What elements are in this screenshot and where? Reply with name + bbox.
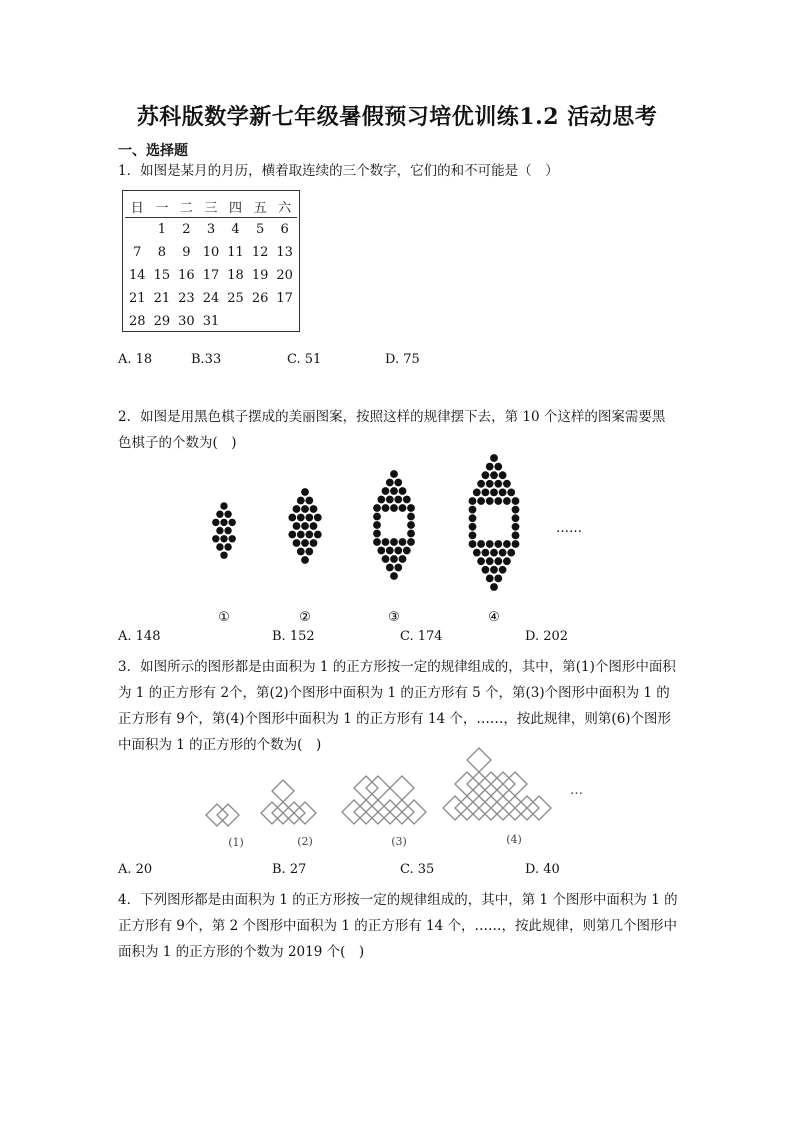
chess-piece-3 bbox=[382, 504, 390, 512]
chess-piece-2 bbox=[301, 505, 309, 513]
chess-piece-4 bbox=[469, 506, 477, 514]
chess-piece-4 bbox=[490, 471, 498, 479]
chess-piece-2 bbox=[310, 522, 318, 530]
question-3-options bbox=[118, 862, 678, 882]
question-4-text: 4．下列图形都是由面积为 1 的正方形按一定的规律组成的，其中，第 1 个图形中面积为 1 的正方形有 9个，第 2 个图形中面积为 1 的正方形有 14 个，……，按此规律，则第几个图形中面积为 1 的正方形的个数为 2019 个( ) bbox=[118, 892, 678, 960]
option-d[interactable]: D. 202 bbox=[525, 629, 569, 644]
calendar-row bbox=[125, 241, 297, 264]
chess-piece-2 bbox=[288, 514, 296, 522]
chess-piece-2 bbox=[305, 497, 313, 505]
chess-piece-3 bbox=[407, 504, 415, 512]
chess-piece-1 bbox=[212, 519, 219, 526]
chess-piece-4 bbox=[486, 463, 494, 471]
calendar-day-cell: 28 bbox=[129, 314, 146, 329]
chess-piece-4 bbox=[512, 497, 520, 505]
pattern-label-2: ② bbox=[299, 610, 311, 625]
chess-piece-2 bbox=[288, 531, 296, 539]
chess-piece-4 bbox=[469, 523, 477, 531]
option-a[interactable]: A. 18 bbox=[118, 352, 153, 367]
chess-piece-4 bbox=[482, 566, 490, 574]
calendar-header-cell: 五 bbox=[248, 195, 273, 218]
calendar-day-cell: 19 bbox=[251, 268, 269, 283]
calendar-day-cell: 25 bbox=[227, 291, 244, 306]
chess-piece-3 bbox=[390, 504, 398, 512]
option-a[interactable]: A. 148 bbox=[118, 629, 161, 644]
calendar-day-cell: 16 bbox=[178, 268, 195, 283]
chess-piece-1 bbox=[220, 502, 227, 509]
chess-piece-3 bbox=[386, 479, 394, 487]
option-a[interactable]: A. 20 bbox=[118, 862, 153, 877]
calendar-day-cell: 31 bbox=[202, 314, 220, 329]
option-d[interactable]: D. 75 bbox=[385, 352, 420, 367]
calendar-day-cell: 17 bbox=[276, 291, 293, 306]
calendar-day-cell: 21 bbox=[153, 291, 171, 306]
chess-piece-4 bbox=[503, 557, 511, 565]
chess-piece-1 bbox=[216, 543, 223, 550]
calendar-row bbox=[125, 264, 297, 287]
chess-piece-3 bbox=[390, 572, 398, 580]
chess-piece-4 bbox=[486, 480, 494, 488]
chess-piece-4 bbox=[477, 557, 485, 565]
calendar-day-cell: 15 bbox=[153, 268, 171, 283]
squares-label-4: (4) bbox=[506, 833, 522, 846]
chess-piece-4 bbox=[503, 540, 511, 548]
chess-piece-4 bbox=[490, 489, 498, 497]
pattern-label-3: ③ bbox=[388, 610, 400, 625]
chess-piece-4 bbox=[482, 489, 490, 497]
calendar-day-cell: 6 bbox=[280, 222, 289, 237]
chess-piece-4 bbox=[490, 583, 498, 591]
chess-piece-1 bbox=[216, 527, 223, 534]
squares-label-2: (2) bbox=[297, 835, 313, 848]
calendar-day-cell: 26 bbox=[251, 291, 269, 306]
chess-piece-4 bbox=[494, 540, 502, 548]
chess-piece-3 bbox=[390, 555, 398, 563]
chess-piece-4 bbox=[512, 523, 520, 531]
chess-piece-3 bbox=[382, 487, 390, 495]
chess-piece-4 bbox=[494, 575, 502, 583]
chess-piece-2 bbox=[310, 539, 318, 547]
calendar-header-cell: 日 bbox=[125, 195, 150, 218]
chess-piece-4 bbox=[469, 540, 477, 548]
chess-piece-4 bbox=[486, 497, 494, 505]
chess-piece-4 bbox=[512, 540, 520, 548]
question-2-options bbox=[118, 629, 678, 649]
calendar-header-cell: 二 bbox=[174, 195, 199, 218]
chess-piece-4 bbox=[473, 549, 481, 557]
chess-piece-1 bbox=[212, 535, 219, 542]
chess-piece-4 bbox=[486, 575, 494, 583]
calendar-header-cell: 三 bbox=[199, 195, 224, 218]
chess-piece-3 bbox=[407, 513, 415, 521]
calendar-day-cell: 23 bbox=[178, 291, 195, 306]
chess-piece-4 bbox=[507, 549, 515, 557]
chess-piece-2 bbox=[297, 497, 305, 505]
chess-piece-4 bbox=[473, 489, 481, 497]
calendar-day-cell: 7 bbox=[133, 245, 142, 260]
option-c[interactable]: C. 35 bbox=[400, 862, 435, 877]
squares-pattern-figure bbox=[0, 760, 794, 860]
chess-piece-1 bbox=[220, 535, 227, 542]
chess-piece-3 bbox=[386, 496, 394, 504]
chess-piece-2 bbox=[305, 514, 313, 522]
chess-piece-1 bbox=[224, 511, 231, 518]
chess-piece-4 bbox=[469, 497, 477, 505]
section-heading: 一、选择题 bbox=[118, 143, 188, 159]
chess-piece-4 bbox=[469, 514, 477, 522]
calendar-day-cell: 2 bbox=[182, 222, 191, 237]
squares-ellipsis: … bbox=[570, 783, 583, 798]
chess-piece-3 bbox=[382, 555, 390, 563]
chess-piece-2 bbox=[310, 505, 318, 513]
chess-piece-3 bbox=[394, 547, 402, 555]
calendar-day-cell: 29 bbox=[153, 314, 171, 329]
chess-piece-2 bbox=[314, 514, 322, 522]
calendar-row bbox=[125, 218, 297, 242]
pattern-ellipsis: …… bbox=[556, 521, 582, 536]
chess-piece-2 bbox=[297, 548, 305, 556]
chess-piece-4 bbox=[507, 489, 515, 497]
chess-piece-4 bbox=[512, 514, 520, 522]
calendar-header-cell: 六 bbox=[272, 195, 297, 218]
chess-piece-3 bbox=[377, 496, 385, 504]
chess-piece-4 bbox=[490, 549, 498, 557]
option-d[interactable]: D. 40 bbox=[525, 862, 560, 877]
chess-piece-1 bbox=[224, 543, 231, 550]
chess-piece-2 bbox=[297, 531, 305, 539]
chess-piece-4 bbox=[486, 540, 494, 548]
unit-square-3 bbox=[390, 776, 414, 800]
chess-piece-3 bbox=[403, 496, 411, 504]
chess-piece-4 bbox=[494, 557, 502, 565]
calendar-day-cell bbox=[125, 218, 150, 242]
calendar-day-cell: 9 bbox=[182, 245, 191, 260]
chess-piece-2 bbox=[301, 522, 309, 530]
chess-piece-3 bbox=[390, 470, 398, 478]
chess-piece-3 bbox=[399, 504, 407, 512]
chess-piece-3 bbox=[373, 504, 381, 512]
calendar-day-cell: 18 bbox=[227, 268, 244, 283]
chess-pattern-figure bbox=[0, 440, 794, 630]
calendar-day-cell: 5 bbox=[255, 222, 265, 237]
chess-piece-2 bbox=[305, 548, 313, 556]
chess-piece-4 bbox=[503, 497, 511, 505]
question-3-text: 3．如图所示的图形都是由面积为 1 的正方形按一定的规律组成的，其中，第(1)个图形中面积为 1 的正方形有 2个，第(2)个图形中面积为 1 的正方形有 5 个，第(3)个图形中面积为 1 的正方形有 9个，第(4)个图形中面积为 1 的正方形有 14 个，……，按此规律，则第(6)个图形中面积为 1 的正方形的个数为( ) bbox=[118, 659, 676, 753]
chess-piece-3 bbox=[394, 496, 402, 504]
calendar-day-cell: 24 bbox=[202, 291, 220, 306]
chess-piece-3 bbox=[407, 521, 415, 529]
calendar-header-cell: 一 bbox=[150, 195, 175, 218]
calendar-day-cell: 20 bbox=[276, 268, 293, 283]
chess-piece-3 bbox=[373, 538, 381, 546]
calendar-table bbox=[125, 195, 297, 333]
chess-piece-3 bbox=[403, 547, 411, 555]
calendar-day-cell: 4 bbox=[231, 222, 240, 237]
chess-piece-2 bbox=[297, 514, 305, 522]
option-b[interactable]: B.33 bbox=[191, 352, 222, 367]
chess-piece-4 bbox=[490, 566, 498, 574]
chess-piece-3 bbox=[399, 555, 407, 563]
question-1-options bbox=[118, 352, 678, 372]
squares-label-1: (1) bbox=[228, 836, 244, 849]
chess-piece-4 bbox=[512, 532, 520, 540]
chess-piece-1 bbox=[224, 527, 231, 534]
chess-piece-4 bbox=[494, 497, 502, 505]
option-b[interactable]: B. 27 bbox=[272, 862, 307, 877]
chess-piece-3 bbox=[399, 487, 407, 495]
chess-piece-1 bbox=[220, 552, 227, 559]
chess-piece-2 bbox=[301, 488, 309, 496]
calendar-row bbox=[125, 287, 297, 310]
chess-piece-1 bbox=[229, 519, 236, 526]
chess-piece-4 bbox=[477, 497, 485, 505]
calendar-row bbox=[125, 310, 297, 333]
question-2-text: 2．如图是用黑色棋子摆成的美丽图案，按照这样的规律摆下去，第 10 个这样的图案需要黑色棋子的个数为( ) bbox=[118, 409, 666, 451]
chess-piece-4 bbox=[499, 489, 507, 497]
calendar-day-cell: 11 bbox=[227, 245, 244, 260]
pattern-label-1: ① bbox=[218, 610, 230, 625]
calendar-day-cell: 13 bbox=[276, 245, 293, 260]
chess-piece-2 bbox=[301, 556, 309, 564]
option-c[interactable]: C. 174 bbox=[400, 629, 443, 644]
option-b[interactable]: B. 152 bbox=[272, 629, 315, 644]
chess-piece-1 bbox=[220, 519, 227, 526]
chess-piece-3 bbox=[407, 538, 415, 546]
unit-square-2 bbox=[272, 780, 294, 802]
calendar-header-cell: 四 bbox=[223, 195, 248, 218]
chess-piece-4 bbox=[499, 566, 507, 574]
chess-piece-3 bbox=[373, 513, 381, 521]
chess-piece-3 bbox=[394, 479, 402, 487]
calendar-day-cell bbox=[223, 310, 248, 333]
chess-piece-4 bbox=[512, 506, 520, 514]
chess-piece-3 bbox=[407, 530, 415, 538]
page-title: 苏科版数学新七年级暑假预习培优训练1.2 活动思考 bbox=[136, 104, 658, 130]
chess-piece-3 bbox=[399, 538, 407, 546]
chess-piece-4 bbox=[469, 532, 477, 540]
chess-piece-1 bbox=[216, 511, 223, 518]
option-c[interactable]: C. 51 bbox=[287, 352, 322, 367]
chess-piece-2 bbox=[305, 531, 313, 539]
chess-piece-4 bbox=[482, 549, 490, 557]
calendar-day-cell: 3 bbox=[206, 222, 216, 237]
chess-piece-4 bbox=[499, 549, 507, 557]
chess-piece-2 bbox=[314, 531, 322, 539]
chess-piece-4 bbox=[494, 480, 502, 488]
chess-piece-3 bbox=[386, 547, 394, 555]
chess-piece-3 bbox=[390, 538, 398, 546]
calendar-day-cell: 12 bbox=[251, 245, 269, 260]
calendar-day-cell: 17 bbox=[202, 268, 220, 283]
chess-piece-3 bbox=[394, 564, 402, 572]
chess-piece-3 bbox=[382, 538, 390, 546]
calendar-day-cell bbox=[248, 310, 273, 333]
chess-piece-4 bbox=[482, 471, 490, 479]
chess-piece-1 bbox=[229, 535, 236, 542]
calendar-day-cell: 8 bbox=[157, 245, 166, 260]
chess-piece-2 bbox=[293, 505, 301, 513]
chess-piece-3 bbox=[386, 564, 394, 572]
chess-piece-4 bbox=[499, 471, 507, 479]
chess-piece-4 bbox=[486, 557, 494, 565]
pattern-label-4: ④ bbox=[488, 610, 500, 625]
chess-piece-4 bbox=[503, 480, 511, 488]
calendar-day-cell: 21 bbox=[129, 291, 146, 306]
calendar-day-cell: 1 bbox=[157, 222, 166, 237]
chess-piece-3 bbox=[390, 487, 398, 495]
calendar-day-cell bbox=[272, 310, 297, 333]
chess-piece-4 bbox=[494, 463, 502, 471]
chess-piece-3 bbox=[377, 547, 385, 555]
chess-piece-2 bbox=[293, 522, 301, 530]
chess-piece-2 bbox=[301, 539, 309, 547]
squares-label-3: (3) bbox=[391, 835, 407, 848]
calendar-figure bbox=[122, 190, 300, 332]
chess-piece-4 bbox=[477, 540, 485, 548]
calendar-day-cell: 30 bbox=[178, 314, 195, 329]
chess-piece-2 bbox=[293, 539, 301, 547]
chess-piece-4 bbox=[490, 454, 498, 462]
chess-piece-3 bbox=[373, 521, 381, 529]
calendar-day-cell: 10 bbox=[202, 245, 220, 260]
chess-piece-3 bbox=[373, 530, 381, 538]
question-1-text: 1．如图是某月的月历，横着取连续的三个数字，它们的和不可能是（ ） bbox=[118, 163, 559, 179]
chess-piece-4 bbox=[477, 480, 485, 488]
calendar-day-cell: 14 bbox=[129, 268, 146, 283]
